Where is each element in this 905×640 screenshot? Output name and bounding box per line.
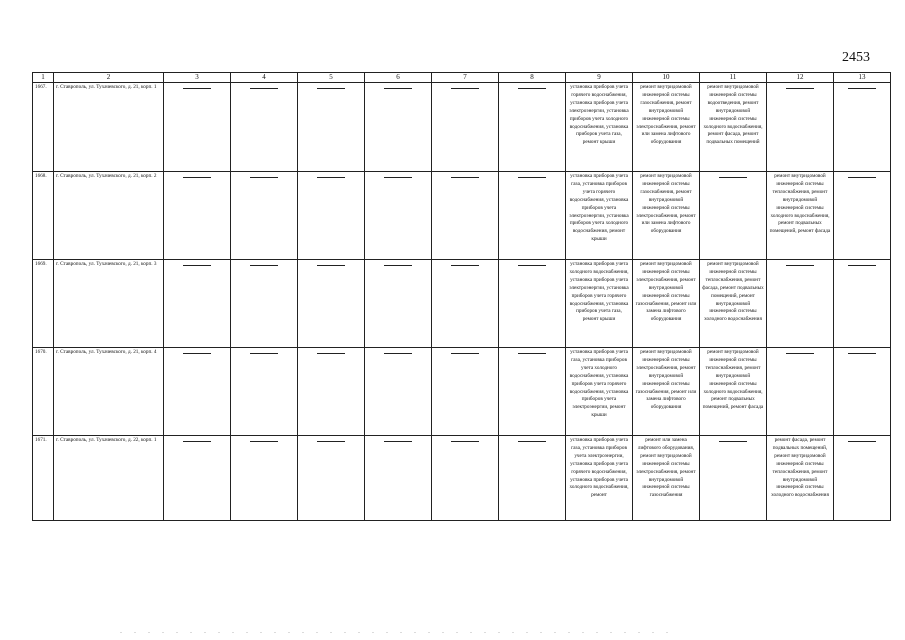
column-header: 1 [33,73,54,83]
empty-cell [834,436,891,521]
empty-cell [432,436,499,521]
dash-mark [183,353,211,354]
dash-mark [786,265,814,266]
empty-cell [231,436,298,521]
empty-cell [834,172,891,260]
empty-cell [365,436,432,521]
works-col10: ремонт внутридомовой инженерной системы электроснабжения, ремонт внутридомовой инженерной системы газоснабжения, ремонт или замена лифтового оборудования [633,260,700,348]
table-row [33,83,891,172]
empty-cell [298,83,365,172]
page-number: 2453 [842,50,870,65]
empty-cell [767,83,834,172]
works-col10: ремонт или замена лифтового оборудования, ремонт внутридомовой инженерной системы электроснабжения, ремонт внутридомовой инженерной системы газоснабжения [633,436,700,521]
empty-cell [834,348,891,436]
dash-mark [384,265,412,266]
dash-mark [317,353,345,354]
empty-cell [499,172,566,260]
table-row [33,436,891,521]
dash-mark [518,441,546,442]
column-header: 7 [432,73,499,83]
column-header: 6 [365,73,432,83]
works-col9: установка приборов учета газа, установка приборов учета холодного водоснабжения, установка приборов учета горячего водоснабжения, установка приборов учета электроэнергии, ремонт крыши [566,348,633,436]
column-header: 10 [633,73,700,83]
empty-cell [298,260,365,348]
column-header: 9 [566,73,633,83]
dash-mark [250,353,278,354]
dash-mark [451,353,479,354]
row-address: г. Ставрополь, ул. Тухачевского, д. 21, корп. 4 [54,348,164,436]
empty-cell [164,436,231,521]
empty-cell [298,172,365,260]
empty-cell [231,260,298,348]
empty-cell [499,83,566,172]
dash-mark [183,441,211,442]
column-header: 13 [834,73,891,83]
row-number: 1671. [33,436,54,521]
column-header: 2 [54,73,164,83]
works-col11: ремонт внутридомовой инженерной системы водоотведения, ремонт внутридомовой инженерной системы холодного водоснабжения, ремонт фасада, ремонт подвальных помещений [700,83,767,172]
empty-cell [700,172,767,260]
empty-cell [298,348,365,436]
empty-cell [365,348,432,436]
dash-mark [317,441,345,442]
row-number: 1670. [33,348,54,436]
dash-mark [848,265,876,266]
row-number: 1667. [33,83,54,172]
dash-mark [183,265,211,266]
empty-cell [499,348,566,436]
empty-cell [164,260,231,348]
column-header: 4 [231,73,298,83]
works-col11: ремонт внутридомовой инженерной системы теплоснабжения, ремонт фасада, ремонт подвальных помещений, ремонт внутридомовой инженерной системы холодного водоснабжения [700,260,767,348]
empty-cell [231,172,298,260]
dash-mark [518,265,546,266]
table-row [33,260,891,348]
works-col12: ремонт фасада, ремонт подвальных помещений, ремонт внутридомовой инженерной системы теплоснабжения, ремонт внутридомовой инженерной системы холодного водоснабжения [767,436,834,521]
dash-mark [250,177,278,178]
dash-mark [518,353,546,354]
empty-cell [700,436,767,521]
row-address: г. Ставрополь, ул. Тухачевского, д. 21, корп. 2 [54,172,164,260]
empty-cell [164,172,231,260]
row-number: 1669. [33,260,54,348]
dash-mark [384,441,412,442]
empty-cell [298,436,365,521]
empty-cell [231,348,298,436]
works-col9: установка приборов учета холодного водоснабжения, установка приборов учета электроэнергии, установка приборов учета горячего водоснабжения, установка приборов учета газа, ремонт крыши [566,260,633,348]
works-col9: установка приборов учета горячего водоснабжения, установка приборов учета электроэнергии, установка приборов учета холодного водоснабжения, установка приборов учета газа, ремонт крыши [566,83,633,172]
dash-mark [384,88,412,89]
dash-mark [183,177,211,178]
dash-mark [451,177,479,178]
column-header: 3 [164,73,231,83]
table-row [33,348,891,436]
dash-mark [317,265,345,266]
empty-cell [499,260,566,348]
row-address: г. Ставрополь, ул. Тухачевского, д. 21, корп. 3 [54,260,164,348]
empty-cell [164,83,231,172]
works-col11: ремонт внутридомовой инженерной системы теплоснабжения, ремонт внутридомовой инженерной системы холодного водоснабжения, ремонт подвальных помещений, ремонт фасада [700,348,767,436]
column-header: 12 [767,73,834,83]
dash-mark [317,88,345,89]
dash-mark [451,265,479,266]
dash-mark [250,265,278,266]
works-col10: ремонт внутридомовой инженерной системы газоснабжения, ремонт внутридомовой инженерной системы электроснабжения, ремонт или замена лифтового оборудования [633,83,700,172]
dash-mark [848,177,876,178]
empty-cell [499,436,566,521]
table-row [33,172,891,260]
empty-cell [365,172,432,260]
dash-mark [848,353,876,354]
dash-mark [317,177,345,178]
row-address: г. Ставрополь, ул. Тухачевского, д. 22, корп. 1 [54,436,164,521]
empty-cell [767,348,834,436]
dash-mark [451,441,479,442]
empty-cell [365,83,432,172]
empty-cell [432,172,499,260]
dash-mark [518,177,546,178]
dash-mark [250,88,278,89]
dash-mark [518,88,546,89]
empty-cell [767,260,834,348]
row-number: 1668. [33,172,54,260]
dash-mark [451,88,479,89]
works-col9: установка приборов учета газа, установка приборов учета электроэнергии, установка приборов учета горячего водоснабжения, установка приборов учета холодного водоснабжения, ремонт [566,436,633,521]
column-header: 8 [499,73,566,83]
dash-mark [719,177,747,178]
scan-noise [120,632,680,633]
works-col10: ремонт внутридомовой инженерной системы электроснабжения, ремонт внутридомовой инженерной системы газоснабжения, ремонт или замена лифтового оборудования [633,348,700,436]
dash-mark [786,353,814,354]
dash-mark [384,353,412,354]
empty-cell [834,260,891,348]
dash-mark [250,441,278,442]
works-col12: ремонт внутридомовой инженерной системы теплоснабжения, ремонт внутридомовой инженерной системы холодного водоснабжения, ремонт подвальных помещений, ремонт фасада [767,172,834,260]
dash-mark [384,177,412,178]
empty-cell [834,83,891,172]
column-header: 11 [700,73,767,83]
dash-mark [786,88,814,89]
empty-cell [365,260,432,348]
column-header: 5 [298,73,365,83]
dash-mark [848,441,876,442]
works-col9: установка приборов учета газа, установка приборов учета горячего водоснабжения, установка приборов учета электроэнергии, установка приборов учета холодного водоснабжения, ремонт крыши [566,172,633,260]
dash-mark [848,88,876,89]
works-col10: ремонт внутридомовой инженерной системы газоснабжения, ремонт внутридомовой инженерной системы электроснабжения, ремонт или замена лифтового оборудования [633,172,700,260]
column-number-header-row [33,73,891,83]
dash-mark [183,88,211,89]
row-address: г. Ставрополь, ул. Тухачевского, д. 21, корп. 1 [54,83,164,172]
empty-cell [432,348,499,436]
empty-cell [231,83,298,172]
empty-cell [432,83,499,172]
register-table [32,72,891,521]
empty-cell [164,348,231,436]
empty-cell [432,260,499,348]
dash-mark [719,441,747,442]
